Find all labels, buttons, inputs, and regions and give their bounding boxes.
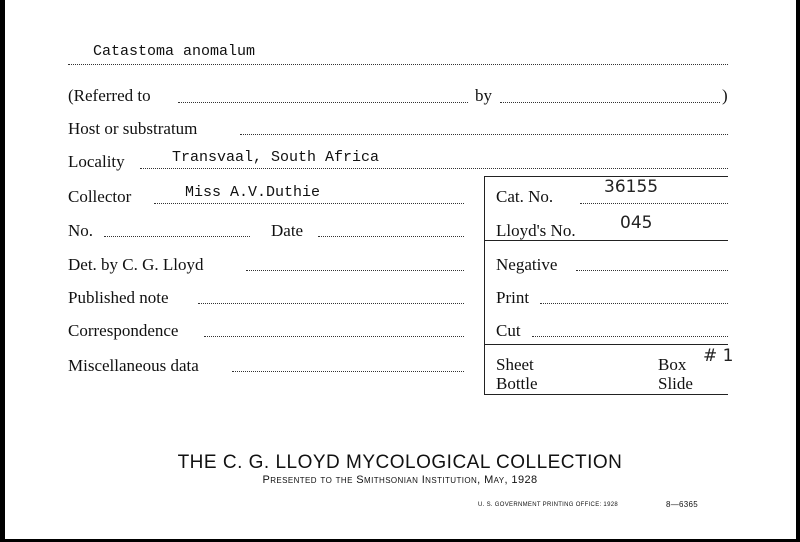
cut-line xyxy=(532,336,728,337)
sheet-label: Sheet xyxy=(496,355,534,374)
published-note-label: Published note xyxy=(68,288,169,307)
by-label: by xyxy=(475,86,492,105)
correspondence-label: Correspondence xyxy=(68,321,179,340)
referred-to-line xyxy=(178,102,468,103)
locality-label: Locality xyxy=(68,152,125,171)
locality-value: Transvaal, South Africa xyxy=(172,149,380,166)
slide-label: Slide xyxy=(658,374,693,393)
printing-office-note: U. S. GOVERNMENT PRINTING OFFICE: 1928 xyxy=(478,502,618,508)
lloyds-no-value: 045 xyxy=(620,213,653,233)
lloyds-no-label: Lloyd's No. xyxy=(496,221,576,240)
referred-to-label: (Referred to xyxy=(68,86,151,105)
by-line xyxy=(500,102,720,103)
bottle-label: Bottle xyxy=(496,374,538,393)
negative-line xyxy=(576,270,728,271)
det-by-line xyxy=(246,270,464,271)
no-line xyxy=(104,236,250,237)
print-line xyxy=(540,303,728,304)
collection-subtitle: Presented to the Smithsonian Institution, May, 1928 xyxy=(262,474,538,486)
correspondence-line xyxy=(204,336,464,337)
box-label: Box xyxy=(658,355,687,374)
box-bottom-border xyxy=(484,394,728,395)
host-label: Host or substratum xyxy=(68,119,198,138)
host-line xyxy=(240,134,728,135)
cut-label: Cut xyxy=(496,321,521,340)
locality-line xyxy=(140,168,728,169)
collector-label: Collector xyxy=(68,187,132,206)
cat-no-value: 36155 xyxy=(604,177,659,197)
box-left-border xyxy=(484,176,485,394)
lloyds-no-rule xyxy=(484,240,728,241)
misc-label: Miscellaneous data xyxy=(68,356,199,375)
date-label: Date xyxy=(271,221,304,240)
negative-label: Negative xyxy=(496,255,558,274)
cat-no-line xyxy=(580,203,728,204)
published-note-line xyxy=(198,303,464,304)
print-label: Print xyxy=(496,288,530,307)
no-label: No. xyxy=(68,221,94,240)
collector-value: Miss A.V.Duthie xyxy=(185,184,321,201)
species-name: Catastoma anomalum xyxy=(93,43,256,60)
misc-line xyxy=(232,371,464,372)
box-number-value: # 1 xyxy=(703,346,734,366)
species-line xyxy=(68,64,728,65)
collection-title: THE C. G. LLOYD MYCOLOGICAL COLLECTION xyxy=(177,452,623,473)
cut-rule xyxy=(484,344,728,345)
collector-line xyxy=(154,203,464,204)
cat-no-label: Cat. No. xyxy=(496,187,554,206)
det-by-label: Det. by C. G. Lloyd xyxy=(68,255,204,274)
close-paren: ) xyxy=(722,86,728,105)
date-line xyxy=(318,236,464,237)
form-number: 8—6365 xyxy=(666,500,699,509)
